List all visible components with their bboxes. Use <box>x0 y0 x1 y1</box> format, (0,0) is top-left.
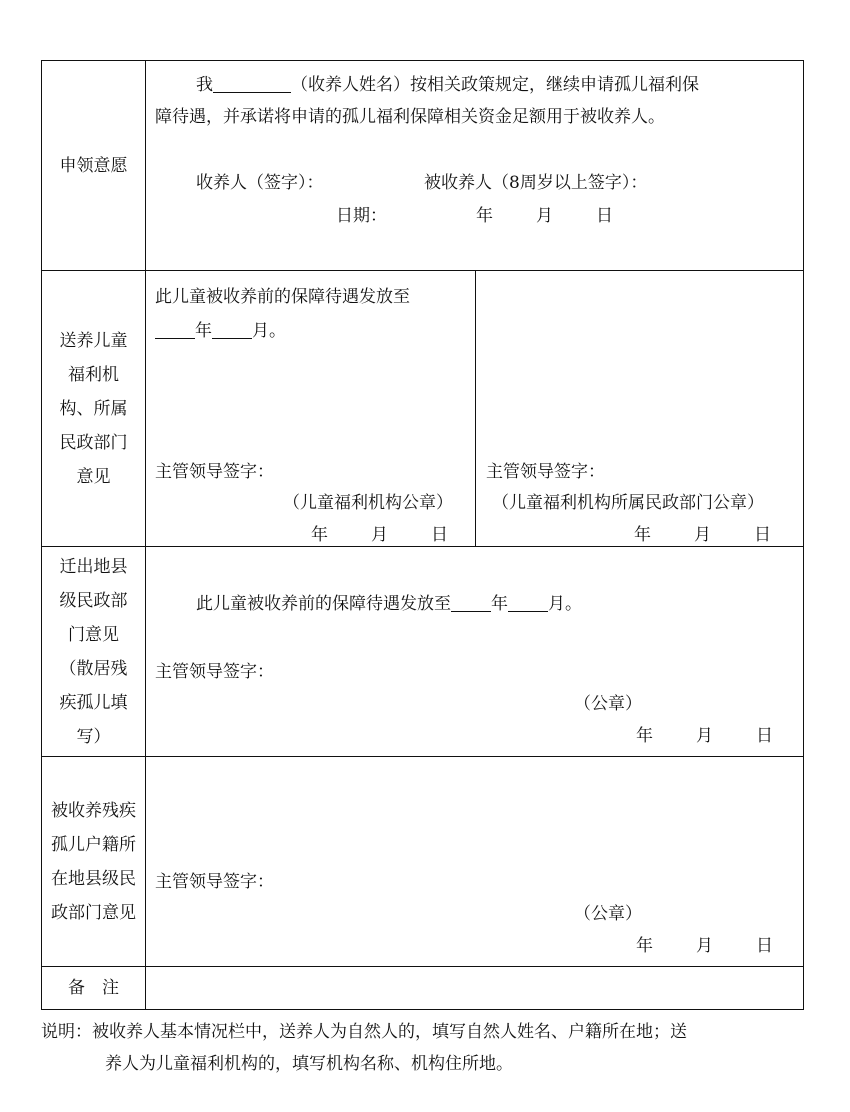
civil-affairs-date-year: 年 <box>634 525 651 545</box>
household-date-year: 年 <box>636 936 653 956</box>
label-household-opinion: 被收养残疾孤儿户籍所在地县级民政部门意见 <box>42 757 146 967</box>
household-leader-signature-label: 主管领导签字： <box>155 872 274 892</box>
institution-leader-signature-label: 主管领导签字： <box>155 462 274 482</box>
row-moveout-opinion <box>42 547 804 757</box>
payment-year-blank[interactable] <box>155 320 195 339</box>
institution-date-year: 年 <box>311 525 328 545</box>
moveout-leader-signature-label: 主管领导签字： <box>155 662 274 682</box>
label-remarks: 备 注 <box>42 967 146 1010</box>
household-opinion-cell <box>146 757 804 967</box>
date-day: 日 <box>596 206 613 226</box>
intent-statement-line2: 障待遇，并承诺将申请的孤儿福利保障相关资金足额用于被收养人。 <box>155 107 665 127</box>
institution-payment-text: 此儿童被收养前的保障待遇发放至 <box>155 287 410 307</box>
moveout-payment-text: 此儿童被收养前的保障待遇发放至 年 月。 <box>196 594 582 614</box>
row-household-opinion <box>42 757 804 967</box>
civil-affairs-leader-signature-label: 主管领导签字： <box>486 462 605 482</box>
row-application-intent <box>42 61 804 271</box>
household-date-month: 月 <box>696 936 713 956</box>
note-line1: 说明：被收养人基本情况栏中，送养人为自然人的，填写自然人姓名、户籍所在地；送 <box>41 1022 687 1042</box>
moveout-date-year: 年 <box>636 726 653 746</box>
label-application-intent: 申领意愿 <box>42 61 146 271</box>
date-label: 日期： <box>336 206 387 226</box>
civil-affairs-date-day: 日 <box>754 525 771 545</box>
adopter-name-blank[interactable] <box>213 74 291 93</box>
intent-statement-line1: 我 （收养人姓名）按相关政策规定，继续申请孤儿福利保 <box>196 75 699 95</box>
row-institution-opinion <box>42 271 804 547</box>
adoption-welfare-form-table <box>41 60 804 1010</box>
institution-seal-label: （儿童福利机构公章） <box>283 493 453 513</box>
date-month: 月 <box>536 206 553 226</box>
institution-payment-period: 年 月。 <box>155 315 286 347</box>
moveout-year-blank[interactable] <box>451 593 491 612</box>
institution-date-day: 日 <box>431 525 448 545</box>
payment-month-blank[interactable] <box>212 320 252 339</box>
institution-opinion-left-cell <box>146 271 476 547</box>
label-institution-opinion: 送养儿童福利机构、所属民政部门意见 <box>42 271 146 547</box>
adopter-signature-label: 收养人（签字）： <box>196 173 324 193</box>
moveout-date-month: 月 <box>696 726 713 746</box>
remarks-field[interactable] <box>146 967 804 1010</box>
institution-date-month: 月 <box>371 525 388 545</box>
institution-opinion-right-cell <box>476 271 804 547</box>
civil-affairs-date-month: 月 <box>694 525 711 545</box>
note-line2: 养人为儿童福利机构的，填写机构名称、机构住所地。 <box>105 1054 513 1074</box>
date-year: 年 <box>476 206 493 226</box>
civil-affairs-seal-label: （儿童福利机构所属民政部门公章） <box>492 493 764 513</box>
moveout-opinion-cell <box>146 547 804 757</box>
row-remarks <box>42 967 804 1010</box>
moveout-seal-label: （公章） <box>574 694 642 714</box>
household-date-day: 日 <box>756 936 773 956</box>
household-seal-label: （公章） <box>574 904 642 924</box>
moveout-date-day: 日 <box>756 726 773 746</box>
application-intent-cell <box>146 61 804 271</box>
moveout-month-blank[interactable] <box>508 593 548 612</box>
explanation-note <box>41 1016 811 1080</box>
label-moveout-opinion: 迁出地县级民政部门意见（散居残疾孤儿填写） <box>42 547 146 757</box>
adoptee-signature-label: 被收养人（8周岁以上签字）： <box>424 173 648 193</box>
